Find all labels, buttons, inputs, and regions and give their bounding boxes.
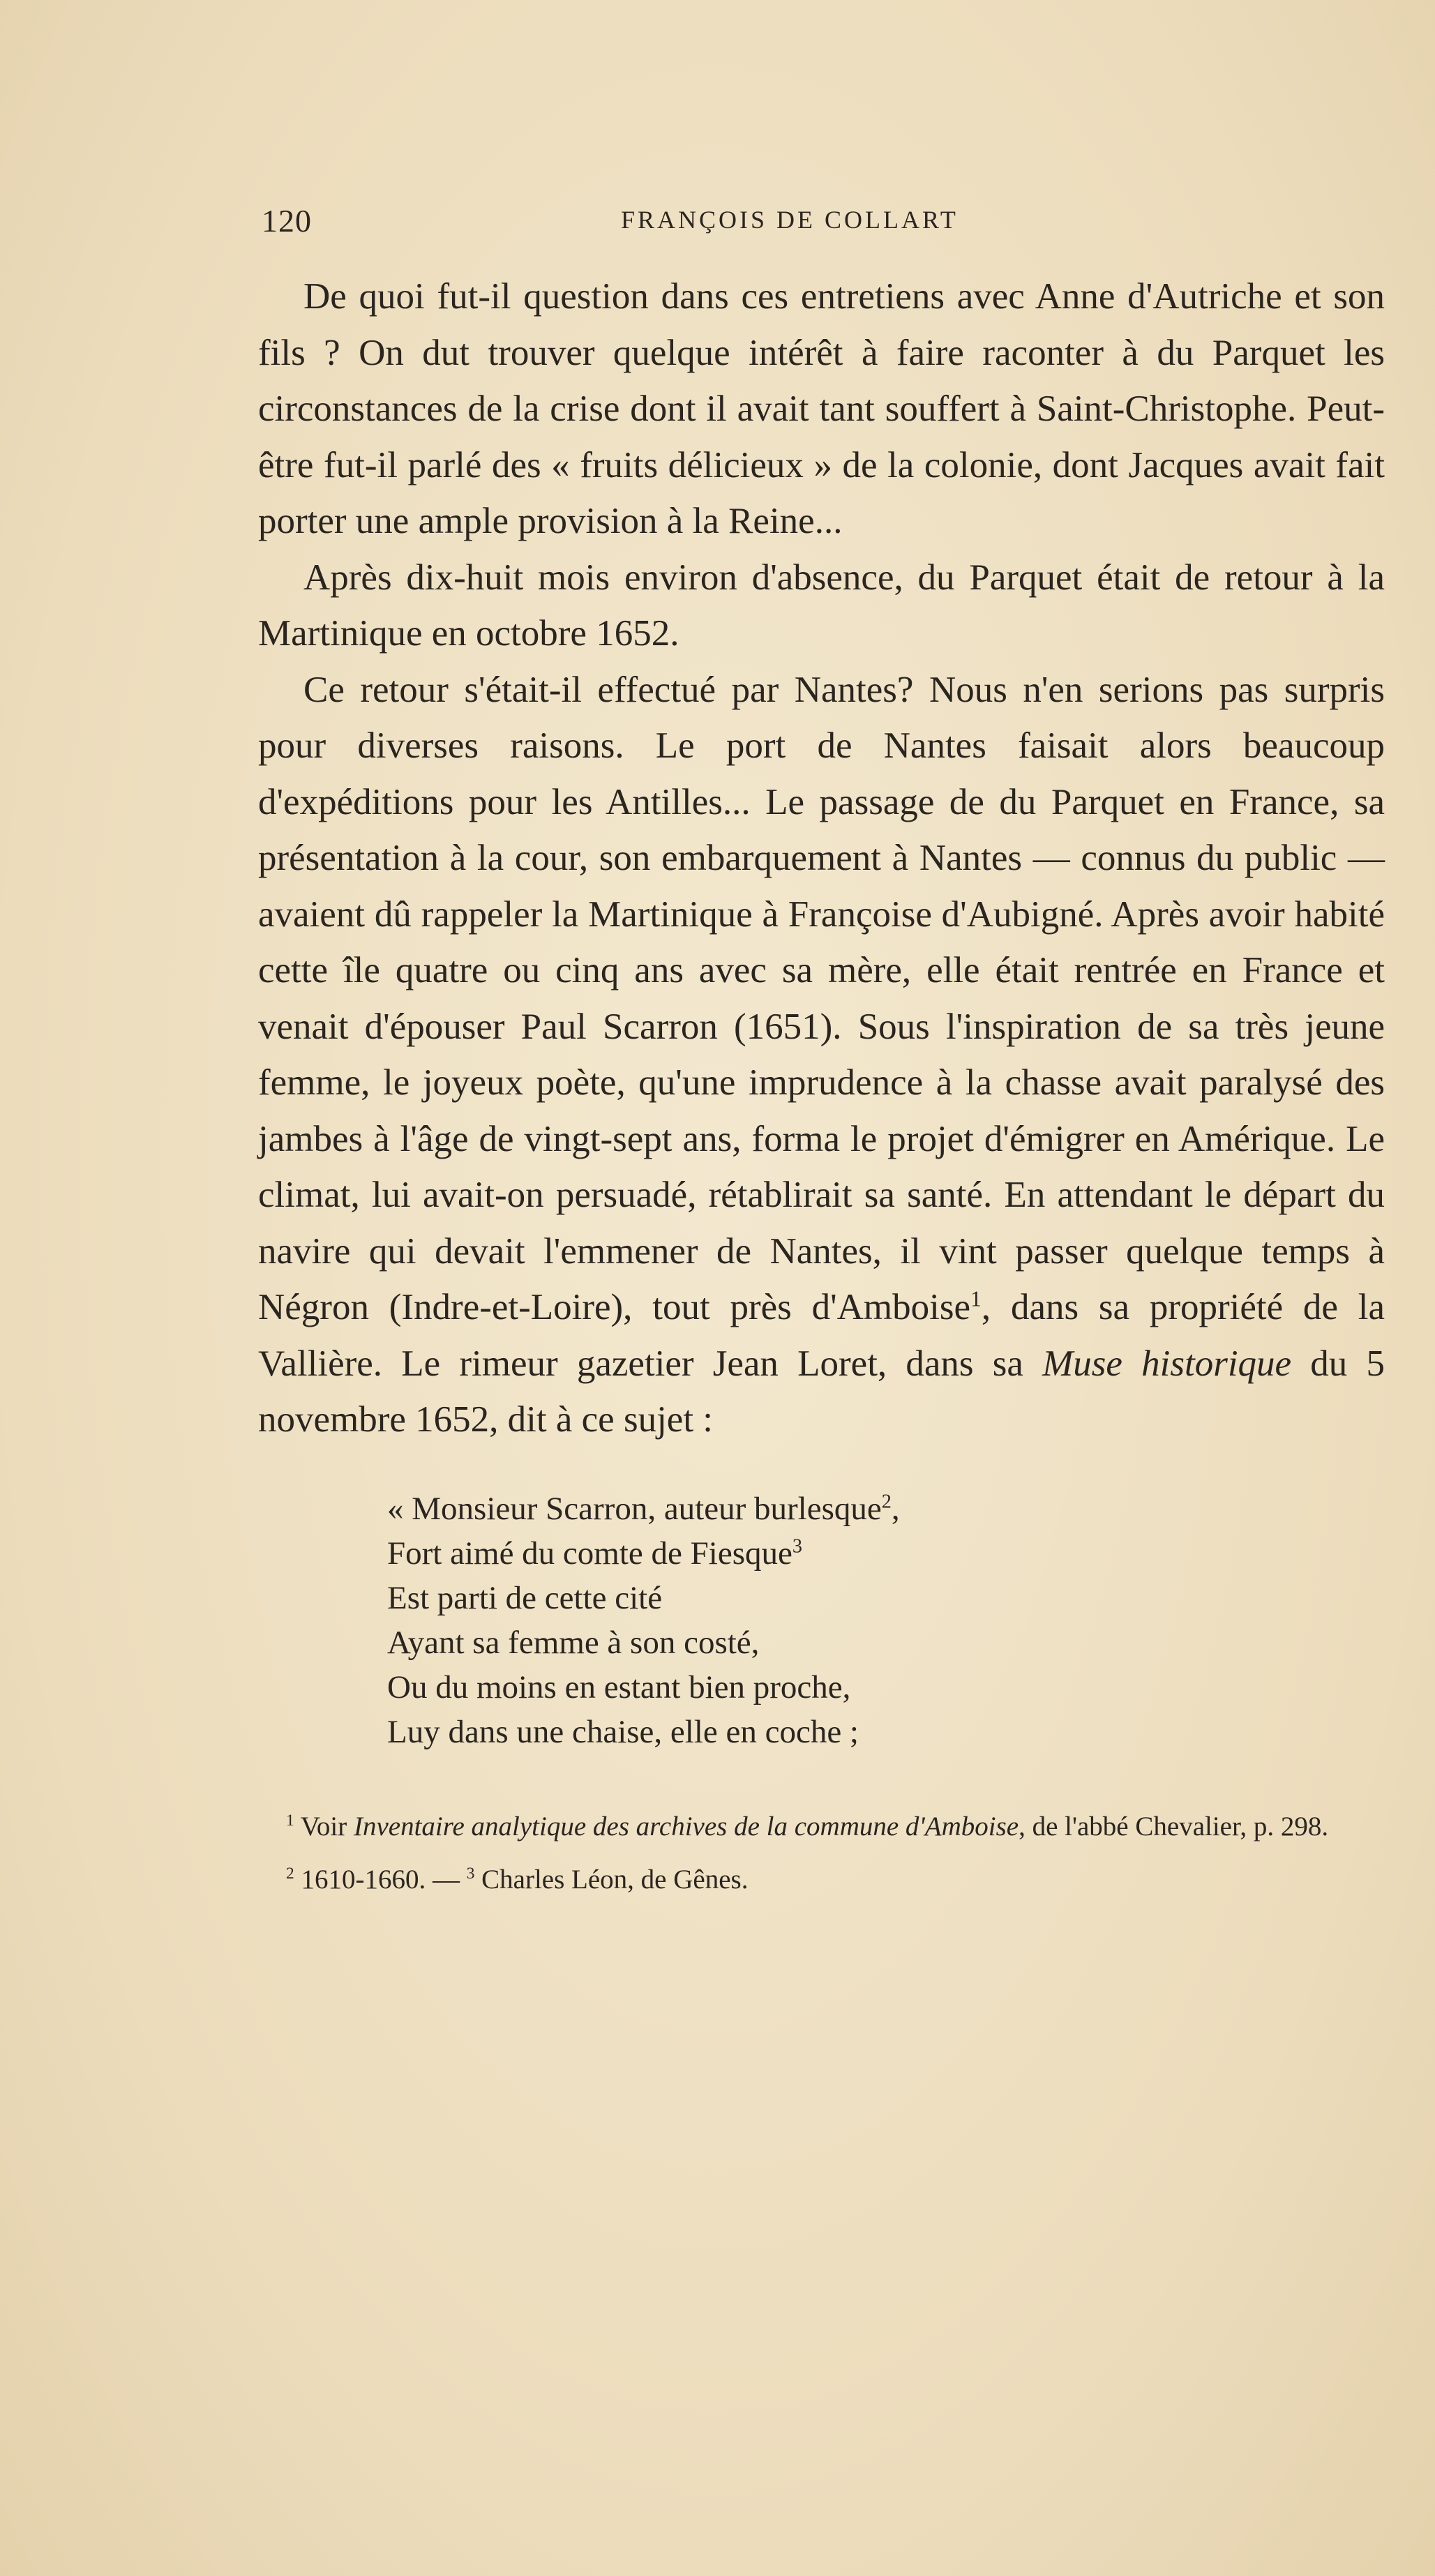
footnote-1-text-a: Voir: [300, 1811, 354, 1841]
footnote-1: [258, 1810, 1385, 1844]
footnote-3-mark: 3: [466, 1864, 475, 1883]
footnote-1-text-b: , de l'abbé Chevalier, p. 298.: [1019, 1811, 1329, 1841]
footnote-1-title: Inventaire analytique des archives de la commune d'Amboise: [353, 1811, 1019, 1841]
paragraph-2: Après dix-huit mois environ d'absence, du Parquet était de retour à la Martinique en octobre 1652.: [258, 557, 1385, 654]
footnotes: [258, 1810, 1385, 1897]
verse-line-5: Ou du moins en estant bien proche,: [387, 1669, 851, 1705]
footnote-ref-3: 3: [792, 1535, 802, 1557]
body-text: [258, 269, 1385, 1448]
verse-line-1-comma: ,: [891, 1490, 900, 1527]
book-page: [258, 188, 1385, 1897]
paragraph-3-cont: dans sa propriété de la Vallière. Le rimeur gazetier Jean Loret, dans sa: [258, 1287, 1385, 1384]
paragraph-1: De quoi fut-il question dans ces entretiens avec Anne d'Autriche et son fils ? On dut trouver quelque intérêt à faire raconter à du Parquet les circonstances de la crise dont il avait tant souffert à Saint-Christophe. Peut-être fut-il parlé des « fruits délicieux » de la colonie, dont Jacques avait fait porter une ample provision à la Reine...: [258, 276, 1385, 541]
paragraph-3-sep: ,: [981, 1287, 1011, 1327]
running-head: [258, 188, 1385, 237]
verse-line-2-text: Fort aimé du comte de Fiesque: [387, 1535, 792, 1572]
verse-line-1-text: « Monsieur Scarron, auteur burlesque: [387, 1490, 882, 1527]
paragraph-3: [258, 662, 1385, 1448]
footnote-2-text: 1610-1660. —: [301, 1864, 467, 1895]
verse-line-3: Est parti de cette cité: [387, 1579, 663, 1616]
paragraph-3-end: du 5 novembre 1652, dit à ce sujet :: [258, 1343, 1385, 1440]
paragraph-3-text: Ce retour s'était-il effectué par Nantes? Nous n'en serions pas surpris pour diverses raisons. Le port de Nantes faisait alors beaucoup d'expéditions pour les Antilles... Le passage de du Parquet en France, sa présentation à la cour, son embarquement à Nantes — connus du public — avaient dû rappeler la Martinique à Françoise d'Aubigné. Après avoir habité cette île quatre ou cinq ans avec sa mère, elle était rentrée en France et venait d'épouser Paul Scarron (1651). Sous l'inspiration de sa très jeune femme, le joyeux poète, qu'une imprudence à la chasse avait paralysé des jambes à l'âge de vingt-sept ans, forma le projet d'émigrer en Amérique. Le climat, lui avait-on persuadé, rétablirait sa santé. En attendant le départ du navire qui devait l'emmener de Nantes, il vint passer quelque temps à Négron (Indre-et-Loire), tout près d'Amboise: [258, 669, 1385, 1327]
verse-line-1: [387, 1486, 1385, 1531]
footnote-2-mark: 2: [286, 1864, 294, 1883]
footnote-3-text: Charles Léon, de Gênes.: [481, 1864, 749, 1895]
verse-line-4: Ayant sa femme à son costé,: [387, 1624, 760, 1661]
verse-quote: [387, 1486, 1385, 1754]
work-title: Muse historique: [1042, 1343, 1292, 1384]
footnote-2-3: [258, 1863, 1385, 1897]
verse-line-2: [387, 1531, 1385, 1576]
footnote-ref-1: 1: [970, 1286, 982, 1311]
footnote-1-mark: 1: [286, 1811, 294, 1830]
page-number: 120: [262, 203, 312, 239]
footnote-ref-2: 2: [881, 1490, 892, 1512]
verse-line-6: Luy dans une chaise, elle en coche ;: [387, 1713, 859, 1750]
running-title: FRANÇOIS DE COLLART: [621, 206, 959, 234]
